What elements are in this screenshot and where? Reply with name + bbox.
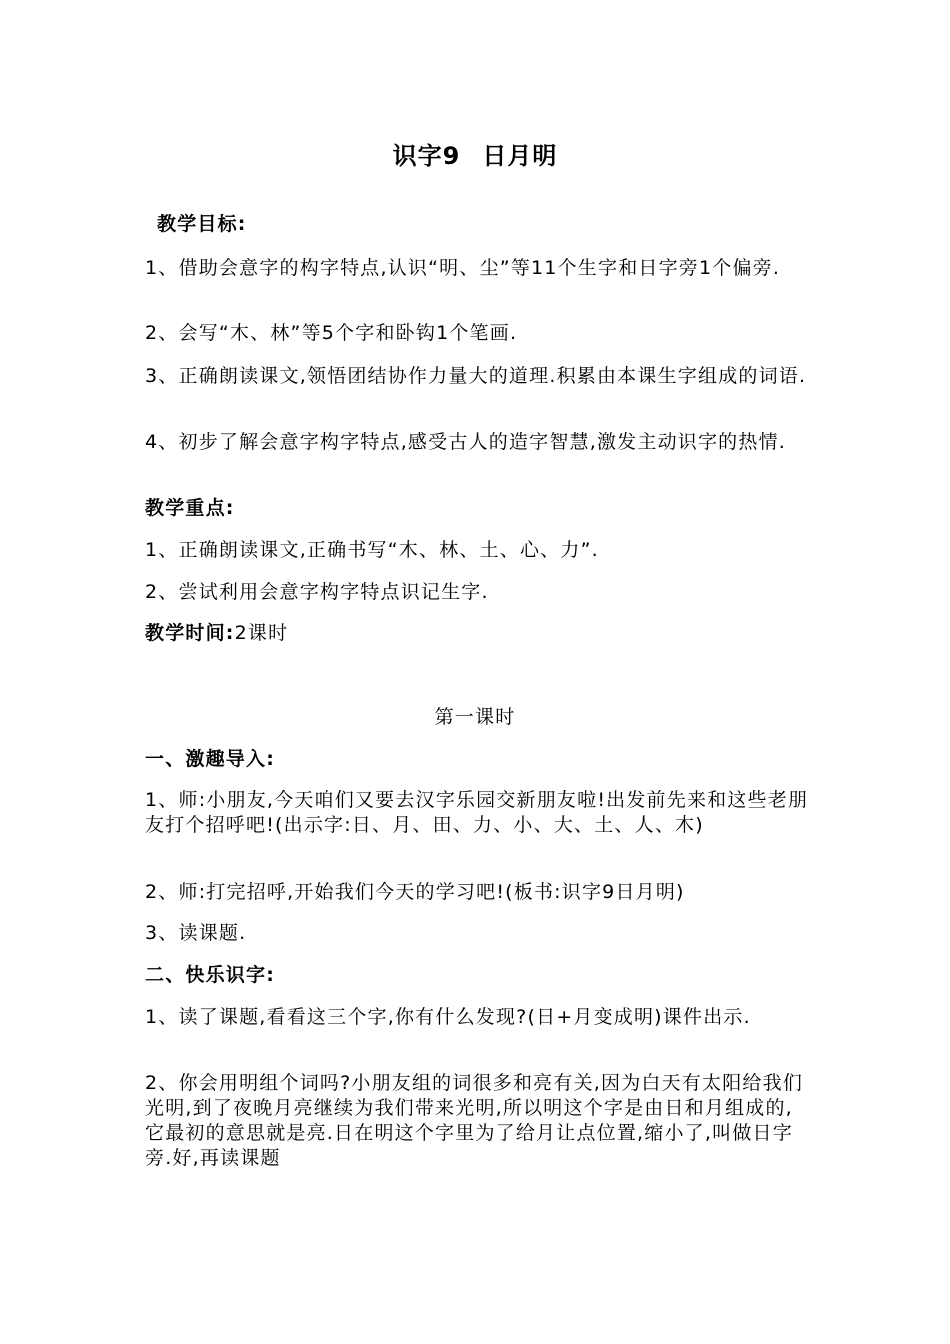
teaching-time <box>145 621 810 646</box>
section-1-item-2: 2、师:打完招呼,开始我们今天的学习吧!(板书:识字9日月明) <box>145 881 685 903</box>
goal-item-4: 4、初步了解会意字构字特点,感受古人的造字智慧,激发主动识字的热情. <box>145 431 787 453</box>
goal-item-1: 1、借助会意字的构字特点,认识“明、尘”等11个生字和日字旁1个偏旁. <box>145 257 781 279</box>
title-lesson-number: 识字9 <box>392 142 461 170</box>
lesson-1-heading: 第一课时 <box>434 706 516 728</box>
key-points-heading: 教学重点: <box>145 497 235 519</box>
teaching-time-label: 教学时间: <box>145 622 235 644</box>
section-1-item-1: 1、师:小朋友,今天咱们又要去汉字乐园交新朋友啦!出发前先来和这些老朋友打个招呼吧!(出示字:日、月、田、力、小、大、土、人、木) <box>145 789 809 836</box>
goals-heading: 教学目标: <box>157 213 247 235</box>
title-lesson-name: 日月明 <box>482 142 558 170</box>
key-point-item-1: 1、正确朗读课文,正确书写“木、林、土、心、力”. <box>145 539 599 561</box>
lesson-title <box>0 136 950 171</box>
goal-item-3: 3、正确朗读课文,领悟团结协作力量大的道理.积累由本课生字组成的词语. <box>145 365 807 387</box>
goal-item-2: 2、会写“木、林”等5个字和卧钩1个笔画. <box>145 322 518 344</box>
section-2-item-2: 2、你会用明组个词吗?小朋友组的词很多和亮有关,因为白天有太阳给我们光明,到了夜晚月亮继续为我们带来光明,所以明这个字是由日和月组成的,它最初的意思就是亮.日在明这个字里为了给月让点位置,缩小了,叫做日字旁.好,再读课题 <box>145 1072 804 1169</box>
section-1-item-3: 3、读课题. <box>145 922 247 944</box>
section-1-heading: 一、激趣导入: <box>145 748 275 770</box>
section-2-heading: 二、快乐识字: <box>145 964 275 986</box>
key-point-item-2: 2、尝试利用会意字构字特点识记生字. <box>145 581 489 603</box>
section-2-item-1: 1、读了课题,看看这三个字,你有什么发现?(日+月变成明)课件出示. <box>145 1006 751 1028</box>
teaching-time-value: 2课时 <box>234 622 289 644</box>
